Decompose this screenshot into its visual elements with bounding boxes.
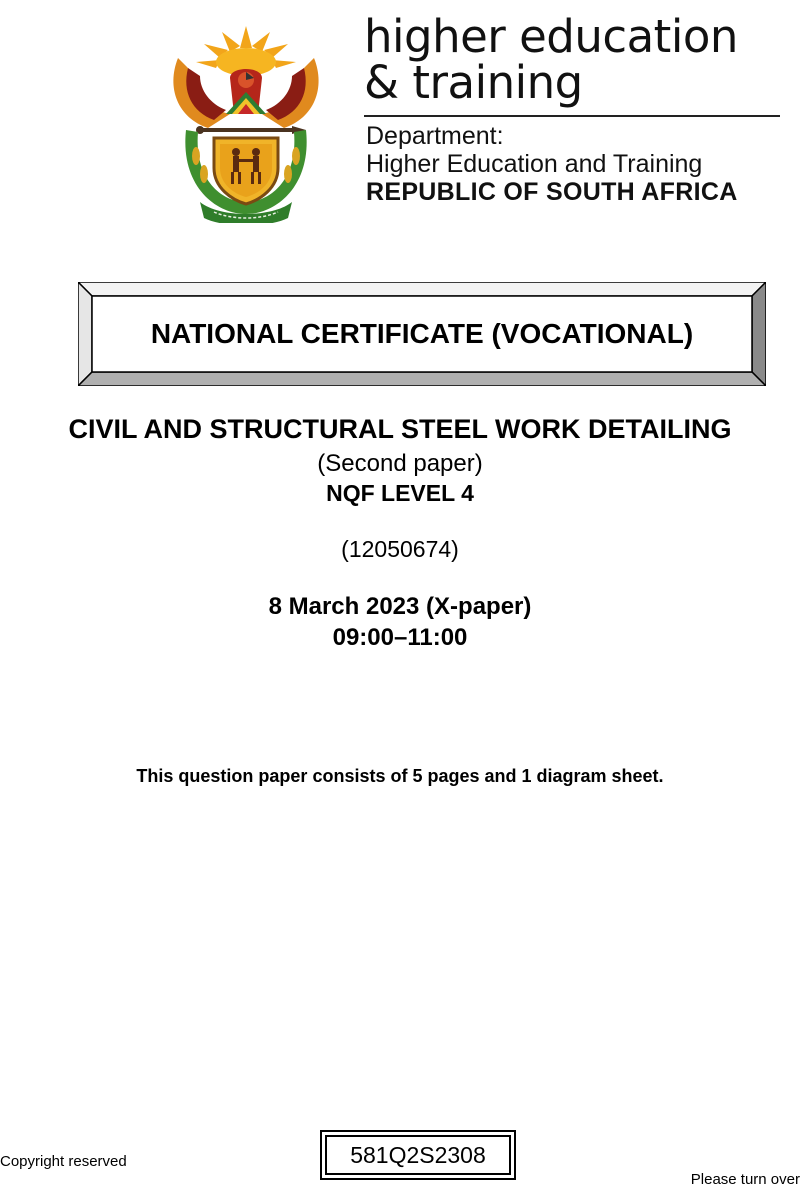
paper-code-box [320,1130,516,1180]
coat-of-arms-icon [160,18,332,223]
copyright-notice: Copyright reserved [0,1153,127,1170]
country-name: REPUBLIC OF SOUTH AFRICA [366,178,738,206]
brand-divider [364,115,780,117]
subject-title: CIVIL AND STRUCTURAL STEEL WORK DETAILING [68,414,732,444]
turn-over-note: Please turn over [690,1171,800,1188]
brand-line-1: higher education [364,10,738,63]
certificate-title: NATIONAL CERTIFICATE (VOCATIONAL) [150,318,694,349]
page-count-note: This question paper consists of 5 pages and 1 diagram sheet. [136,766,664,786]
paper-code: 581Q2S2308 [325,1135,511,1175]
department-name: Higher Education and Training [366,150,703,178]
brand-line-2: & training [364,56,583,109]
subject-code: (12050674) [341,536,459,562]
paper-number: (Second paper) [317,450,483,477]
exam-time: 09:00–11:00 [332,624,468,651]
department-label: Department: [366,122,504,150]
exam-date: 8 March 2023 (X-paper) [268,593,532,620]
nqf-level: NQF LEVEL 4 [326,480,474,506]
